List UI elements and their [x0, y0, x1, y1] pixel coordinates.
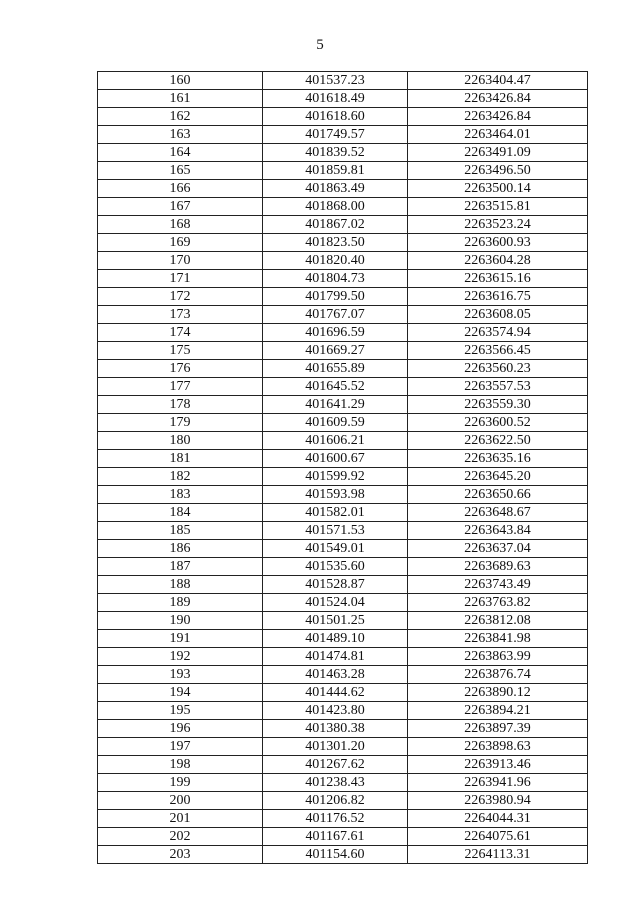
point-number-cell: 168	[98, 216, 263, 234]
point-number-cell: 196	[98, 720, 263, 738]
table-row	[98, 162, 588, 180]
y-coordinate-cell: 2263559.30	[408, 396, 588, 414]
y-coordinate-cell: 2263604.28	[408, 252, 588, 270]
point-number-cell: 185	[98, 522, 263, 540]
y-coordinate-cell: 2263635.16	[408, 450, 588, 468]
x-coordinate-cell: 401655.89	[263, 360, 408, 378]
point-number-cell: 160	[98, 72, 263, 90]
x-coordinate-cell: 401859.81	[263, 162, 408, 180]
point-number-cell: 166	[98, 180, 263, 198]
point-number-cell: 183	[98, 486, 263, 504]
y-coordinate-cell: 2263523.24	[408, 216, 588, 234]
x-coordinate-cell: 401474.81	[263, 648, 408, 666]
table-row	[98, 738, 588, 756]
point-number-cell: 175	[98, 342, 263, 360]
point-number-cell: 194	[98, 684, 263, 702]
table-row	[98, 270, 588, 288]
point-number-cell: 177	[98, 378, 263, 396]
table-row	[98, 396, 588, 414]
table-row	[98, 378, 588, 396]
y-coordinate-cell: 2263863.99	[408, 648, 588, 666]
point-number-cell: 188	[98, 576, 263, 594]
point-number-cell: 201	[98, 810, 263, 828]
point-number-cell: 167	[98, 198, 263, 216]
point-number-cell: 191	[98, 630, 263, 648]
table-row	[98, 540, 588, 558]
x-coordinate-cell: 401804.73	[263, 270, 408, 288]
y-coordinate-cell: 2263491.09	[408, 144, 588, 162]
y-coordinate-cell: 2263841.98	[408, 630, 588, 648]
x-coordinate-cell: 401868.00	[263, 198, 408, 216]
table-row	[98, 828, 588, 846]
y-coordinate-cell: 2264044.31	[408, 810, 588, 828]
point-number-cell: 203	[98, 846, 263, 864]
x-coordinate-cell: 401820.40	[263, 252, 408, 270]
table-row	[98, 702, 588, 720]
table-row	[98, 486, 588, 504]
table-row	[98, 522, 588, 540]
x-coordinate-cell: 401535.60	[263, 558, 408, 576]
x-coordinate-cell: 401154.60	[263, 846, 408, 864]
y-coordinate-cell: 2263566.45	[408, 342, 588, 360]
point-number-cell: 202	[98, 828, 263, 846]
x-coordinate-cell: 401600.67	[263, 450, 408, 468]
y-coordinate-cell: 2263464.01	[408, 126, 588, 144]
y-coordinate-cell: 2263980.94	[408, 792, 588, 810]
x-coordinate-cell: 401593.98	[263, 486, 408, 504]
table-row	[98, 468, 588, 486]
table-row	[98, 288, 588, 306]
x-coordinate-cell: 401599.92	[263, 468, 408, 486]
y-coordinate-cell: 2263743.49	[408, 576, 588, 594]
point-number-cell: 195	[98, 702, 263, 720]
point-number-cell: 190	[98, 612, 263, 630]
point-number-cell: 197	[98, 738, 263, 756]
x-coordinate-cell: 401489.10	[263, 630, 408, 648]
y-coordinate-cell: 2263608.05	[408, 306, 588, 324]
table-row	[98, 774, 588, 792]
table-row	[98, 558, 588, 576]
y-coordinate-cell: 2263616.75	[408, 288, 588, 306]
table-row	[98, 198, 588, 216]
point-number-cell: 173	[98, 306, 263, 324]
x-coordinate-cell: 401582.01	[263, 504, 408, 522]
point-number-cell: 186	[98, 540, 263, 558]
point-number-cell: 164	[98, 144, 263, 162]
page-number: 5	[316, 37, 324, 53]
coordinates-table-body	[98, 72, 588, 864]
table-row	[98, 414, 588, 432]
point-number-cell: 163	[98, 126, 263, 144]
table-row	[98, 360, 588, 378]
point-number-cell: 179	[98, 414, 263, 432]
y-coordinate-cell: 2263763.82	[408, 594, 588, 612]
point-number-cell: 181	[98, 450, 263, 468]
x-coordinate-cell: 401645.52	[263, 378, 408, 396]
point-number-cell: 180	[98, 432, 263, 450]
y-coordinate-cell: 2263894.21	[408, 702, 588, 720]
point-number-cell: 193	[98, 666, 263, 684]
x-coordinate-cell: 401609.59	[263, 414, 408, 432]
table-row	[98, 810, 588, 828]
y-coordinate-cell: 2263560.23	[408, 360, 588, 378]
y-coordinate-cell: 2263897.39	[408, 720, 588, 738]
table-row	[98, 504, 588, 522]
point-number-cell: 178	[98, 396, 263, 414]
table-row	[98, 252, 588, 270]
table-row	[98, 342, 588, 360]
x-coordinate-cell: 401839.52	[263, 144, 408, 162]
point-number-cell: 169	[98, 234, 263, 252]
x-coordinate-cell: 401669.27	[263, 342, 408, 360]
y-coordinate-cell: 2263941.96	[408, 774, 588, 792]
x-coordinate-cell: 401238.43	[263, 774, 408, 792]
point-number-cell: 184	[98, 504, 263, 522]
table-row	[98, 306, 588, 324]
x-coordinate-cell: 401696.59	[263, 324, 408, 342]
x-coordinate-cell: 401537.23	[263, 72, 408, 90]
table-row	[98, 450, 588, 468]
table-row	[98, 576, 588, 594]
y-coordinate-cell: 2264113.31	[408, 846, 588, 864]
x-coordinate-cell: 401618.49	[263, 90, 408, 108]
y-coordinate-cell: 2263600.52	[408, 414, 588, 432]
y-coordinate-cell: 2263600.93	[408, 234, 588, 252]
y-coordinate-cell: 2263648.67	[408, 504, 588, 522]
table-row	[98, 792, 588, 810]
x-coordinate-cell: 401524.04	[263, 594, 408, 612]
x-coordinate-cell: 401571.53	[263, 522, 408, 540]
x-coordinate-cell: 401206.82	[263, 792, 408, 810]
point-number-cell: 200	[98, 792, 263, 810]
y-coordinate-cell: 2263643.84	[408, 522, 588, 540]
y-coordinate-cell: 2263898.63	[408, 738, 588, 756]
y-coordinate-cell: 2263876.74	[408, 666, 588, 684]
point-number-cell: 198	[98, 756, 263, 774]
point-number-cell: 174	[98, 324, 263, 342]
coordinates-table	[97, 71, 588, 864]
y-coordinate-cell: 2263426.84	[408, 90, 588, 108]
table-row	[98, 432, 588, 450]
x-coordinate-cell: 401501.25	[263, 612, 408, 630]
y-coordinate-cell: 2263496.50	[408, 162, 588, 180]
x-coordinate-cell: 401463.28	[263, 666, 408, 684]
y-coordinate-cell: 2264075.61	[408, 828, 588, 846]
table-row	[98, 684, 588, 702]
y-coordinate-cell: 2263637.04	[408, 540, 588, 558]
y-coordinate-cell: 2263913.46	[408, 756, 588, 774]
table-row	[98, 666, 588, 684]
table-row	[98, 180, 588, 198]
point-number-cell: 171	[98, 270, 263, 288]
y-coordinate-cell: 2263645.20	[408, 468, 588, 486]
point-number-cell: 162	[98, 108, 263, 126]
x-coordinate-cell: 401799.50	[263, 288, 408, 306]
y-coordinate-cell: 2263890.12	[408, 684, 588, 702]
table-row	[98, 846, 588, 864]
table-row	[98, 630, 588, 648]
x-coordinate-cell: 401823.50	[263, 234, 408, 252]
x-coordinate-cell: 401867.02	[263, 216, 408, 234]
table-row	[98, 324, 588, 342]
y-coordinate-cell: 2263689.63	[408, 558, 588, 576]
y-coordinate-cell: 2263812.08	[408, 612, 588, 630]
x-coordinate-cell: 401618.60	[263, 108, 408, 126]
x-coordinate-cell: 401549.01	[263, 540, 408, 558]
y-coordinate-cell: 2263404.47	[408, 72, 588, 90]
x-coordinate-cell: 401267.62	[263, 756, 408, 774]
x-coordinate-cell: 401167.61	[263, 828, 408, 846]
point-number-cell: 192	[98, 648, 263, 666]
x-coordinate-cell: 401380.38	[263, 720, 408, 738]
point-number-cell: 161	[98, 90, 263, 108]
table-row	[98, 216, 588, 234]
table-row	[98, 648, 588, 666]
table-row	[98, 108, 588, 126]
y-coordinate-cell: 2263515.81	[408, 198, 588, 216]
x-coordinate-cell: 401301.20	[263, 738, 408, 756]
y-coordinate-cell: 2263557.53	[408, 378, 588, 396]
x-coordinate-cell: 401863.49	[263, 180, 408, 198]
table-row	[98, 144, 588, 162]
table-row	[98, 234, 588, 252]
x-coordinate-cell: 401176.52	[263, 810, 408, 828]
x-coordinate-cell: 401423.80	[263, 702, 408, 720]
x-coordinate-cell: 401749.57	[263, 126, 408, 144]
y-coordinate-cell: 2263615.16	[408, 270, 588, 288]
point-number-cell: 187	[98, 558, 263, 576]
table-row	[98, 720, 588, 738]
y-coordinate-cell: 2263622.50	[408, 432, 588, 450]
table-row	[98, 90, 588, 108]
x-coordinate-cell: 401641.29	[263, 396, 408, 414]
x-coordinate-cell: 401606.21	[263, 432, 408, 450]
x-coordinate-cell: 401767.07	[263, 306, 408, 324]
point-number-cell: 170	[98, 252, 263, 270]
y-coordinate-cell: 2263426.84	[408, 108, 588, 126]
point-number-cell: 165	[98, 162, 263, 180]
y-coordinate-cell: 2263574.94	[408, 324, 588, 342]
x-coordinate-cell: 401444.62	[263, 684, 408, 702]
point-number-cell: 172	[98, 288, 263, 306]
table-row	[98, 612, 588, 630]
point-number-cell: 182	[98, 468, 263, 486]
table-row	[98, 126, 588, 144]
y-coordinate-cell: 2263500.14	[408, 180, 588, 198]
table-row	[98, 72, 588, 90]
table-row	[98, 756, 588, 774]
y-coordinate-cell: 2263650.66	[408, 486, 588, 504]
table-row	[98, 594, 588, 612]
point-number-cell: 176	[98, 360, 263, 378]
point-number-cell: 199	[98, 774, 263, 792]
x-coordinate-cell: 401528.87	[263, 576, 408, 594]
point-number-cell: 189	[98, 594, 263, 612]
